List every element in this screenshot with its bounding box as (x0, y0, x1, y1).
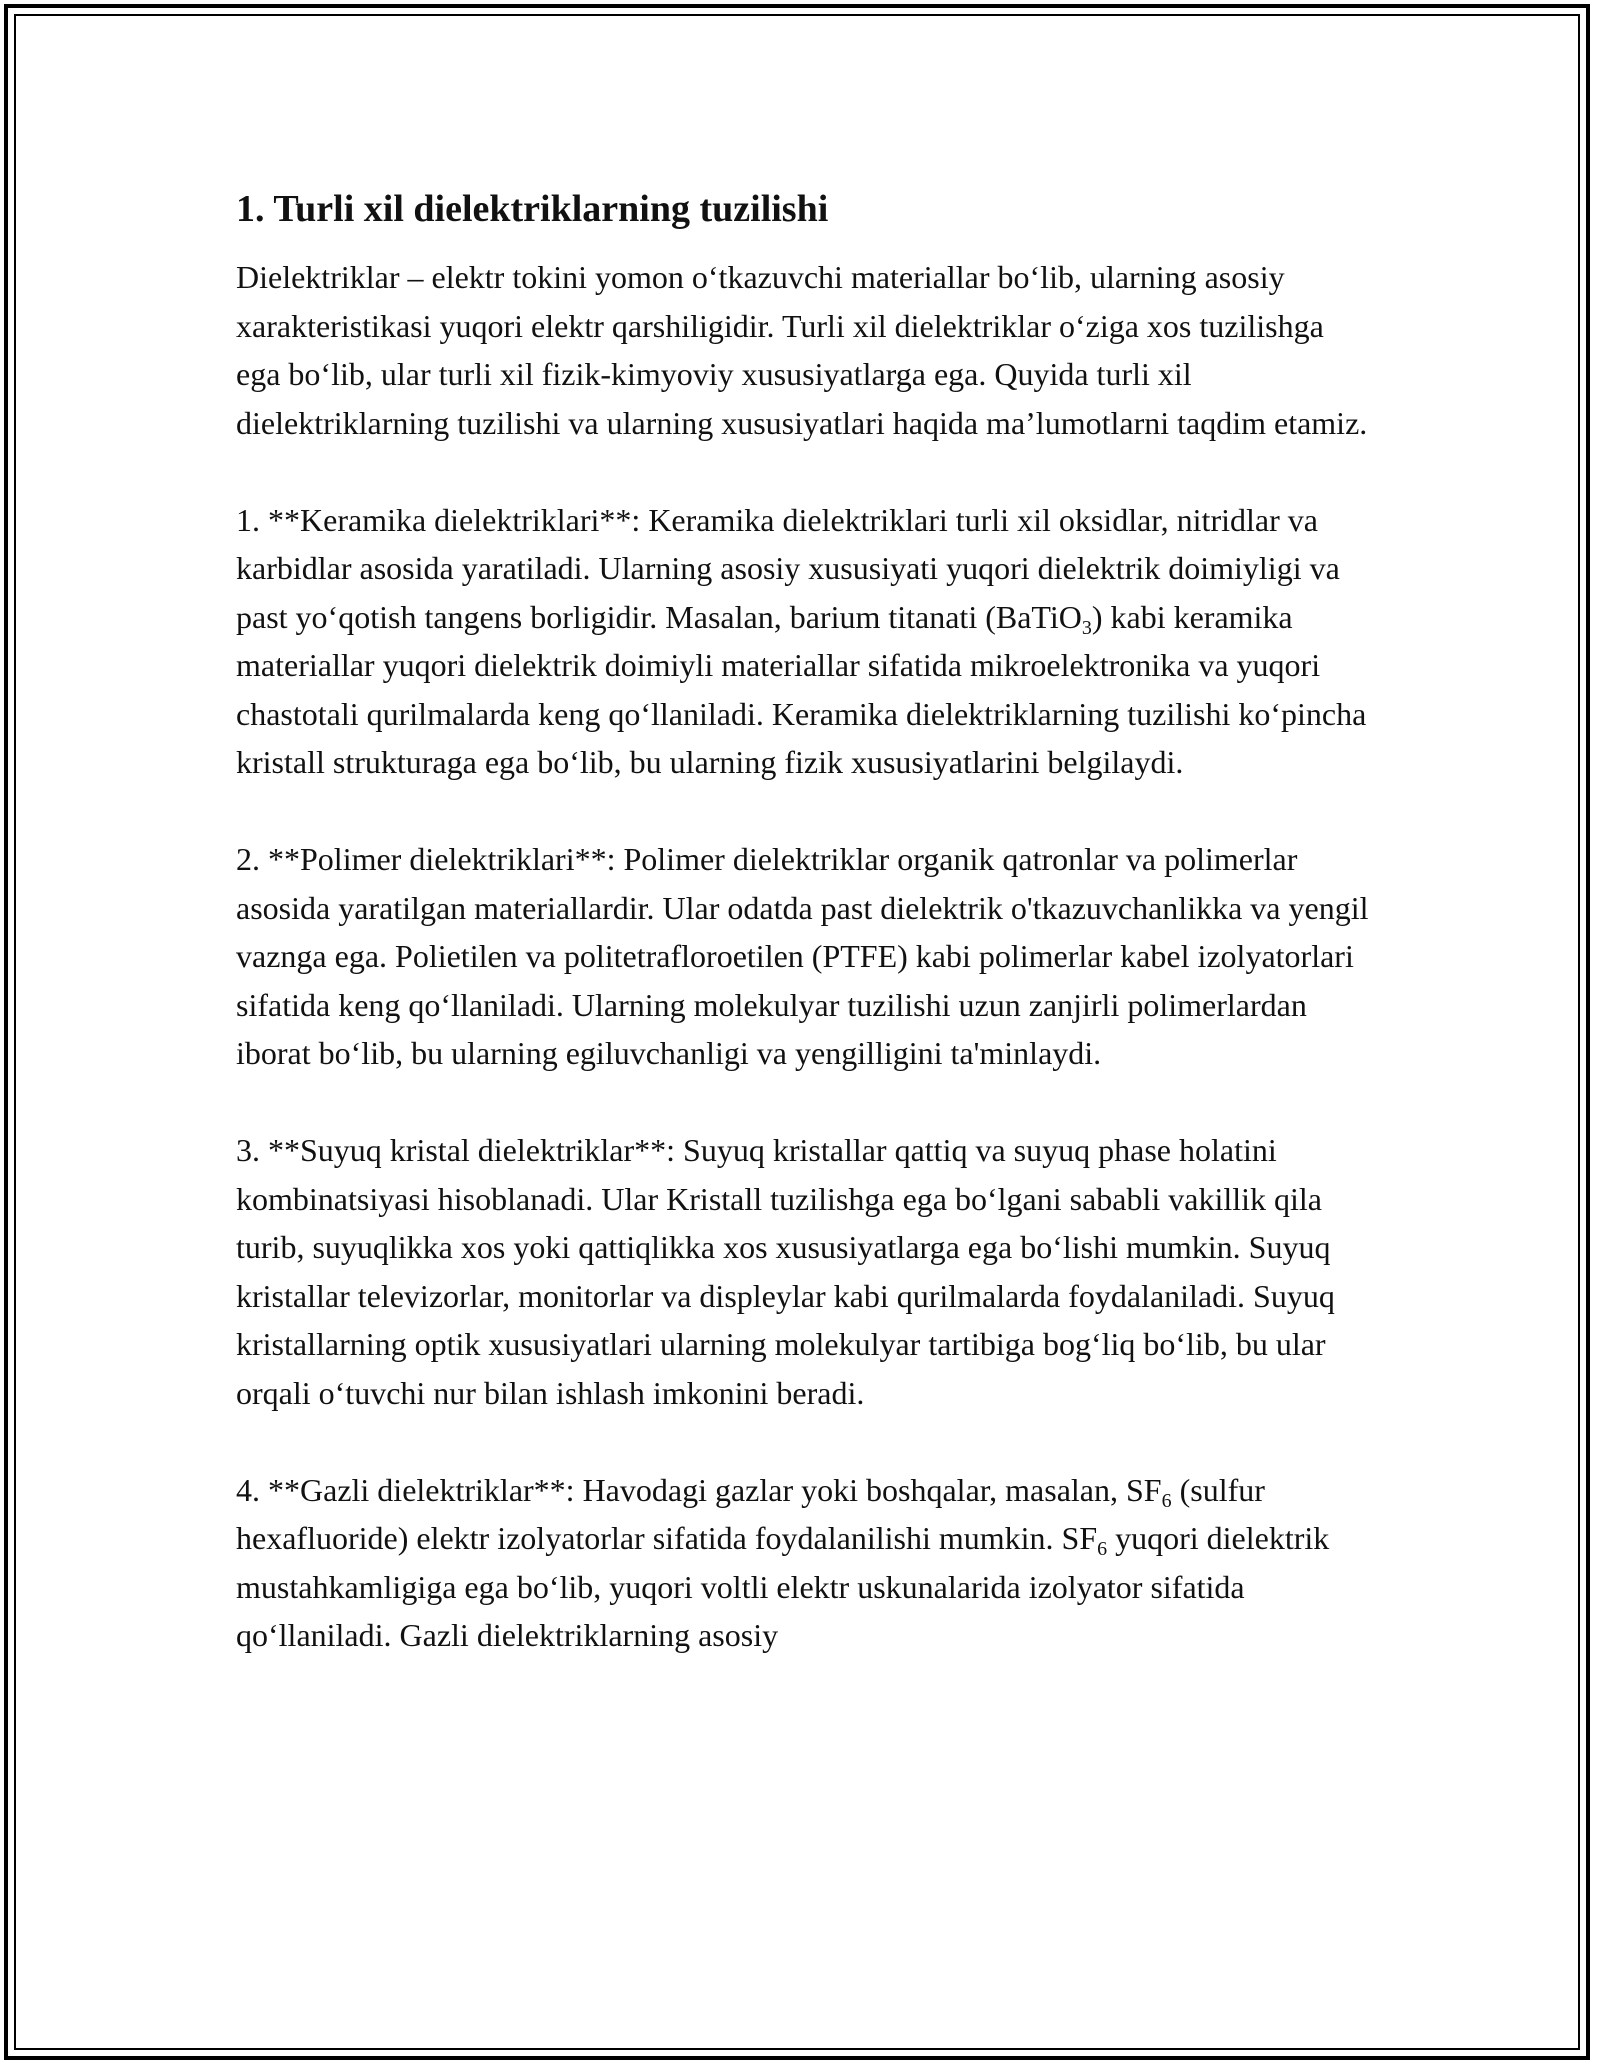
gas-text-a: 4. **Gazli dielektriklar**: Havodagi gazlar yoki boshqalar, masalan, SF (236, 1471, 1162, 1508)
subscript: 6 (1161, 1489, 1172, 1512)
subscript: 6 (1097, 1538, 1108, 1560)
section-heading: 1. Turli xil dielektriklarning tuzilishi (236, 188, 829, 230)
ceramic-text-b: ) kabi keramika materiallar yuqori dielektrik doimiyli materiallar sifatida mikroelektronika va yuqori chastotali qurilmalarda keng qo‘llaniladi. Keramika dielektriklarning tuzilishi ko‘pincha kristall strukturaga ega bo‘lib, bu ularning fizik xususiyatlarini belgilaydi. (236, 598, 1367, 780)
gas-text-b: (sulfur hexafluoride) elektr izolyatorlar sifatida foydalanilishi mumkin. SF (236, 1471, 1265, 1556)
subscript: 3 (1081, 616, 1092, 639)
paragraph-ceramic (236, 496, 1376, 787)
paragraph-gas (236, 1466, 1376, 1660)
paragraph-liquid-crystal: 3. **Suyuq kristal dielektriklar**: Suyuq kristallar qattiq va suyuq phase holatini kombinatsiyasi hisoblanadi. Ular Kristall tuzilishga ega bo‘lgani sababli vakillik qila turib, suyuqlikka xos yoki qattiqlikka xos xususiyatlarga ega bo‘lishi mumkin. Suyuq kristallar televizorlar, monitorlar va displeylar kabi qurilmalarda foydalaniladi. Suyuq kristallarning optik xususiyatlari ularning molekulyar tartibiga bog‘liq bo‘lib, bu ular orqali o‘tuvchi nur bilan ishlash imkonini beradi. (236, 1132, 1335, 1411)
intro-paragraph: Dielektriklar – elektr tokini yomon o‘tkazuvchi materiallar bo‘lib, ularning asosiy xarakteristikasi yuqori elektr qarshiligidir. Turli xil dielektriklar o‘ziga xos tuzilishga ega bo‘lib, ular turli xil fizik-kimyoviy xususiyatlarga ega. Quyida turli xil dielektriklarning tuzilishi va ularning xususiyatlari haqida ma’lumotlarni taqdim etamiz. (236, 259, 1368, 441)
ceramic-text-a: 1. **Keramika dielektriklari**: Keramika dielektriklari turli xil oksidlar, nitridlar va karbidlar asosida yaratiladi. Ularning asosiy xususiyati yuqori dielektrik doimiyligi va past yo‘qotish tangens borligidir. Masalan, barium titanati (BaTiO (236, 501, 1340, 635)
paragraph-polymer: 2. **Polimer dielektriklari**: Polimer dielektriklar organik qatronlar va polimerlar asosida yaratilgan materiallardir. Ular odatda past dielektrik o'tkazuvchanlikka va yengil vaznga ega. Polietilen va politetrafloroetilen (PTFE) kabi polimerlar kabel izolyatorlari sifatida keng qo‘llaniladi. Ularning molekulyar tuzilishi uzun zanjirli polimerlardan iborat bo‘lib, bu ularning egiluvchanligi va yengilligini ta'minlaydi. (236, 841, 1369, 1071)
document-body (236, 185, 1376, 1708)
gas-text-c: yuqori dielektrik mustahkamligiga ega bo‘lib, yuqori voltli elektr uskunalarida izolyator sifatida qo‘llaniladi. Gazli dielektriklarning asosiy (236, 1520, 1330, 1653)
